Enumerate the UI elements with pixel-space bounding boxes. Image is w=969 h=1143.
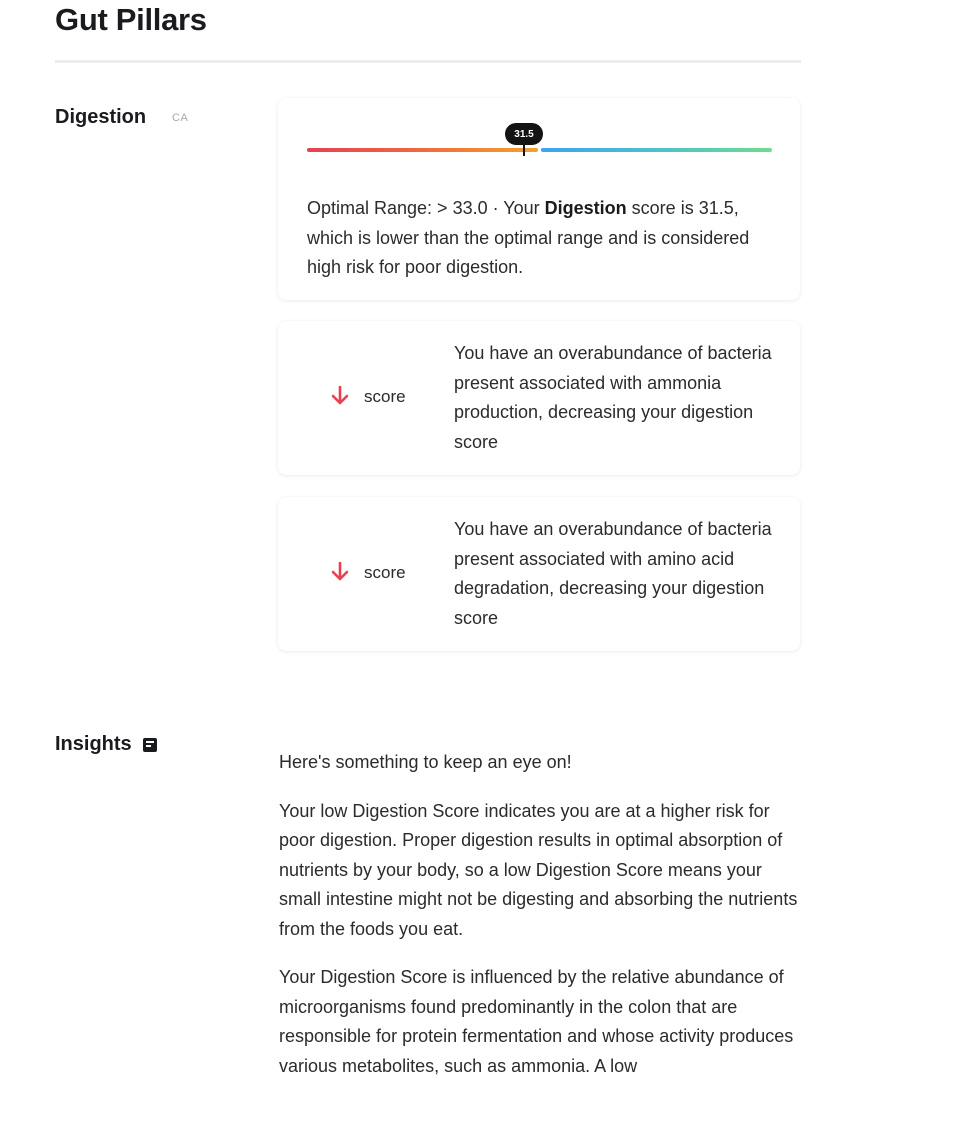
factor-card bbox=[278, 497, 800, 651]
insights-paragraph: Here's something to keep an eye on! bbox=[279, 752, 572, 772]
document-icon bbox=[143, 738, 157, 752]
digestion-section-tag: CA bbox=[172, 112, 189, 124]
factor-description: You have an overabundance of bacteria present associated with amino acid degradation, decreasing your digestion score bbox=[454, 519, 772, 628]
score-marker-stem bbox=[523, 143, 525, 156]
summary-prefix: Optimal Range: > 33.0 · Your bbox=[307, 198, 545, 218]
summary-suffix: score is 31.5, which is lower than the optimal range and is considered high risk for poor digestion. bbox=[307, 198, 750, 277]
arrow-down-icon bbox=[330, 385, 350, 407]
page-title: Gut Pillars bbox=[55, 2, 207, 37]
insights-body bbox=[279, 748, 799, 1100]
factor-description: You have an overabundance of bacteria present associated with ammonia production, decreasing your digestion score bbox=[454, 343, 772, 452]
range-bar-low-segment bbox=[307, 148, 538, 152]
factor-card bbox=[278, 321, 800, 475]
title-divider bbox=[55, 60, 801, 63]
range-bar-optimal-segment bbox=[541, 148, 772, 152]
score-summary-text bbox=[307, 194, 777, 283]
score-marker-badge: 31.5 bbox=[505, 123, 543, 145]
digestion-score-card bbox=[278, 98, 800, 300]
digestion-section-label: Digestion bbox=[55, 106, 147, 128]
arrow-down-icon bbox=[330, 561, 350, 583]
insights-paragraph: Your low Digestion Score indicates you are at a higher risk for poor digestion. Proper digestion results in optimal absorption of nutrients by your body, so a low Digestion Score means your small intestine might not be digesting and absorbing the nutrients from the foods you eat. bbox=[279, 800, 798, 939]
summary-bold-pillar: Digestion bbox=[544, 198, 627, 218]
factor-label: score bbox=[364, 563, 406, 582]
insights-section-label: Insights bbox=[55, 733, 132, 755]
insights-paragraph: Your Digestion Score is influenced by the relative abundance of microorganisms found predominantly in the colon that are responsible for protein fermentation and whose activity produces various metabolites, such as ammonia. A low bbox=[279, 967, 794, 1076]
factor-label: score bbox=[364, 387, 406, 406]
